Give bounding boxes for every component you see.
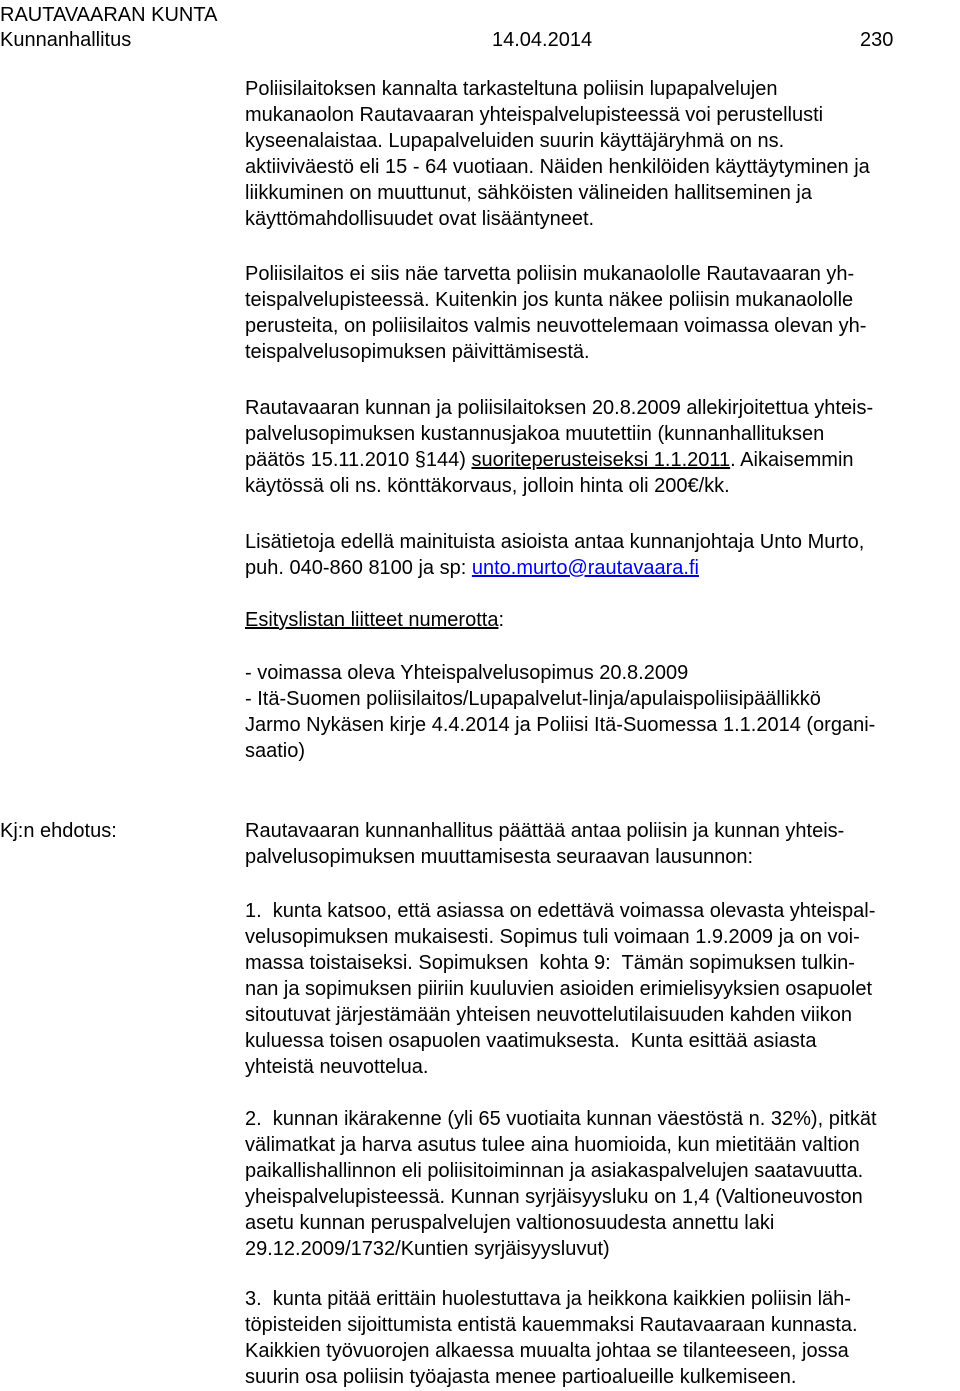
point-3-line: töpisteiden sijoittumista entistä kauemmaksi Rautavaaraan kunnasta. bbox=[245, 1314, 858, 1336]
organization-name: RAUTAVAARAN KUNTA bbox=[0, 4, 218, 26]
text-line: liikkuminen on muuttunut, sähköisten välineiden hallitseminen ja bbox=[245, 182, 812, 204]
attachment-item: - Itä-Suomen poliisilaitos/Lupapalvelut-linja/apulaispoliisipäällikkö bbox=[245, 688, 821, 710]
point-1-line: massa toistaiseksi. Sopimuksen kohta 9: Tämän sopimuksen tulkin- bbox=[245, 952, 855, 974]
point-2-line: paikallishallinnon eli poliisitoiminnan ja asiakaspalvelujen saatavuutta. bbox=[245, 1160, 864, 1182]
text-line: Lisätietoja edellä mainituista asioista antaa kunnanjohtaja Unto Murto, bbox=[245, 531, 865, 553]
text-line: mukanaolon Rautavaaran yhteispalvelupisteessä voi perustellusti bbox=[245, 104, 824, 126]
text-line: Poliisilaitos ei siis näe tarvetta poliisin mukanaololle Rautavaaran yh- bbox=[245, 263, 855, 285]
email-link[interactable]: unto.murto@rautavaara.fi bbox=[471, 557, 699, 579]
point-1-line: sitoutuvat järjestämään yhteisen neuvottelutilaisuuden kahden viikon bbox=[245, 1004, 853, 1026]
text-line: teispalvelupisteessä. Kuitenkin jos kunta näkee poliisin mukanaololle bbox=[245, 289, 854, 311]
point-1-line: nan ja sopimuksen piiriin kuuluvien asioiden erimielisyyksien osapuolet bbox=[245, 978, 873, 1000]
page-number: 230 bbox=[860, 29, 894, 51]
underlined-pricing-basis: suoriteperusteiseksi 1.1.2011 bbox=[471, 449, 731, 471]
point-3-line: suurin osa poliisin työajasta menee partioalueille kulkemiseen. bbox=[245, 1366, 797, 1388]
text-fragment: . Aikaisemmin bbox=[730, 449, 854, 471]
point-2-line: asetu kunnan peruspalvelujen valtionosuudesta annettu laki bbox=[245, 1212, 775, 1234]
point-2-line: välimatkat ja harva asutus tulee aina huomioida, kun mietitään valtion bbox=[245, 1134, 860, 1156]
meeting-date: 14.04.2014 bbox=[492, 29, 593, 51]
text-line bbox=[245, 555, 699, 581]
text-line: Rautavaaran kunnanhallitus päättää antaa poliisin ja kunnan yhteis- bbox=[245, 820, 845, 842]
text-line: käytössä oli ns. könttäkorvaus, jolloin hinta oli 200€/kk. bbox=[245, 475, 730, 497]
text-line: teispalvelusopimuksen päivittämisestä. bbox=[245, 341, 590, 363]
text-line: kyseenalaistaa. Lupapalveluiden suurin käyttäjäryhmä on ns. bbox=[245, 130, 785, 152]
attachment-item: Jarmo Nykäsen kirje 4.4.2014 ja Poliisi Itä-Suomessa 1.1.2014 (organi- bbox=[245, 714, 876, 736]
text-line: Poliisilaitoksen kannalta tarkasteltuna poliisin lupapalvelujen bbox=[245, 78, 778, 100]
text-line: Rautavaaran kunnan ja poliisilaitoksen 20.8.2009 allekirjoitettua yhteis- bbox=[245, 397, 874, 419]
point-1-line: velusopimuksen mukaisesti. Sopimus tuli voimaan 1.9.2009 ja on voi- bbox=[245, 926, 860, 948]
heading-colon: : bbox=[498, 609, 504, 631]
point-2-line: 2. kunnan ikärakenne (yli 65 vuotiaita kunnan väestöstä n. 32%), pitkät bbox=[245, 1108, 877, 1130]
proposal-label: Kj:n ehdotus: bbox=[0, 820, 117, 842]
text-line: käyttömahdollisuudet ovat lisääntyneet. bbox=[245, 208, 595, 230]
point-1-line: kuluessa toisen osapuolen vaatimuksesta. Kunta esittää asiasta bbox=[245, 1030, 817, 1052]
contact-phone: puh. 040-860 8100 ja sp: bbox=[245, 557, 472, 579]
attachment-item: - voimassa oleva Yhteispalvelusopimus 20.8.2009 bbox=[245, 662, 689, 684]
point-2-line: yheispalvelupisteessä. Kunnan syrjäisyysluku on 1,4 (Valtioneuvoston bbox=[245, 1186, 863, 1208]
body-name: Kunnanhallitus bbox=[0, 29, 132, 51]
text-line: aktiiviväestö eli 15 - 64 vuotiaan. Näiden henkilöiden käyttäytyminen ja bbox=[245, 156, 870, 178]
attachments-heading-text: Esityslistan liitteet numerotta bbox=[245, 609, 499, 631]
text-line bbox=[245, 447, 854, 473]
text-line: perusteita, on poliisilaitos valmis neuvottelemaan voimassa olevan yh- bbox=[245, 315, 867, 337]
text-line: palvelusopimuksen kustannusjakoa muutettiin (kunnanhallituksen bbox=[245, 423, 825, 445]
point-3-line: Kaikkien työvuorojen alkaessa muualta johtaa se tilanteeseen, jossa bbox=[245, 1340, 849, 1362]
point-3-line: 3. kunta pitää erittäin huolestuttava ja heikkona kaikkien poliisin läh- bbox=[245, 1288, 851, 1310]
attachments-heading bbox=[245, 607, 504, 633]
point-1-line: yhteistä neuvottelua. bbox=[245, 1056, 429, 1078]
decision-reference: päätös 15.11.2010 §144) bbox=[245, 449, 472, 471]
attachment-item: saatio) bbox=[245, 740, 306, 762]
point-1-line: 1. kunta katsoo, että asiassa on edettävä voimassa olevasta yhteispal- bbox=[245, 900, 876, 922]
text-line: palvelusopimuksen muuttamisesta seuraavan lausunnon: bbox=[245, 846, 754, 868]
point-2-line: 29.12.2009/1732/Kuntien syrjäisyysluvut) bbox=[245, 1238, 610, 1260]
